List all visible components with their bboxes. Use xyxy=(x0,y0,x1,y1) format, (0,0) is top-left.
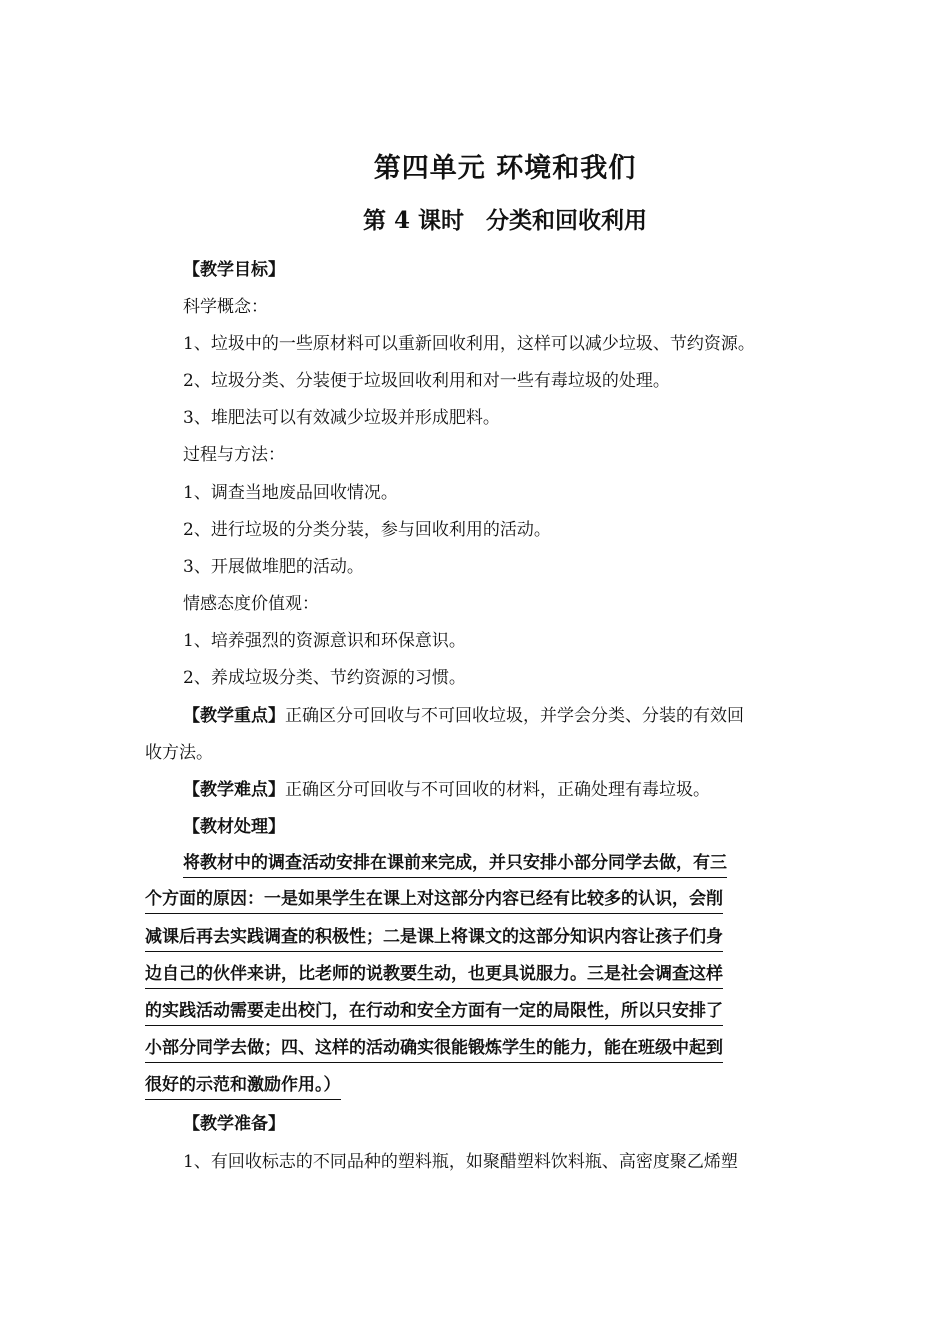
materials-heading: 【教材处理】 xyxy=(183,817,285,837)
attitude-item: 2、养成垃圾分类、节约资源的习惯。 xyxy=(183,668,466,688)
preparation-item: 1、有回收标志的不同品种的塑料瓶，如聚醋塑料饮料瓶、高密度聚乙烯塑 xyxy=(183,1152,738,1172)
key-point-text: 正确区分可回收与不可回收垃圾，并学会分类、分装的有效回 xyxy=(285,706,744,726)
key-point-text-cont: 收方法。 xyxy=(145,743,213,763)
materials-line: 小部分同学去做；四、这样的活动确实很能锻炼学生的能力，能在班级中起到 xyxy=(145,1036,723,1063)
concept-label: 科学概念： xyxy=(183,297,268,317)
materials-line: 减课后再去实践调查的积极性；二是课上将课文的这部分知识内容让孩子们身 xyxy=(145,925,723,952)
attitude-item: 1、培养强烈的资源意识和环保意识。 xyxy=(183,631,466,651)
process-item: 3、开展做堆肥的活动。 xyxy=(183,557,364,577)
concept-item: 3、堆肥法可以有效减少垃圾并形成肥料。 xyxy=(183,408,500,428)
materials-line: 个方面的原因：一是如果学生在课上对这部分内容已经有比较多的认识，会削 xyxy=(145,887,723,914)
difficulty-text: 正确区分可回收与不可回收的材料，正确处理有毒垃圾。 xyxy=(285,780,710,800)
difficulty-heading: 【教学难点】 xyxy=(183,780,285,800)
unit-title: 第四单元 环境和我们 xyxy=(373,153,637,184)
difficulty-paragraph xyxy=(183,778,710,802)
attitude-label: 情感态度价值观： xyxy=(183,594,319,614)
goals-heading: 【教学目标】 xyxy=(183,260,285,280)
key-point-heading: 【教学重点】 xyxy=(183,706,285,726)
materials-line: 很好的示范和激励作用。） xyxy=(145,1073,341,1100)
key-point-paragraph xyxy=(183,704,744,728)
lesson-number: 第 4 课时 xyxy=(362,207,465,234)
materials-line: 将教材中的调查活动安排在课前来完成，并只安排小部分同学去做，有三 xyxy=(183,851,727,878)
concept-item: 2、垃圾分类、分装便于垃圾回收利用和对一些有毒垃圾的处理。 xyxy=(183,371,670,391)
process-label: 过程与方法： xyxy=(183,445,285,465)
concept-item: 1、垃圾中的一些原材料可以重新回收利用，这样可以减少垃圾、节约资源。 xyxy=(183,334,755,354)
process-item: 2、进行垃圾的分类分装，参与回收利用的活动。 xyxy=(183,520,551,540)
lesson-title xyxy=(0,202,950,235)
materials-line: 的实践活动需要走出校门，在行动和安全方面有一定的局限性，所以只安排了 xyxy=(145,999,723,1026)
preparation-heading: 【教学准备】 xyxy=(183,1114,285,1134)
lesson-name: 分类和回收利用 xyxy=(486,207,648,234)
process-item: 1、调查当地废品回收情况。 xyxy=(183,483,398,503)
materials-line: 边自己的伙伴来讲，比老师的说教要生动，也更具说服力。三是社会调查这样 xyxy=(145,962,723,989)
